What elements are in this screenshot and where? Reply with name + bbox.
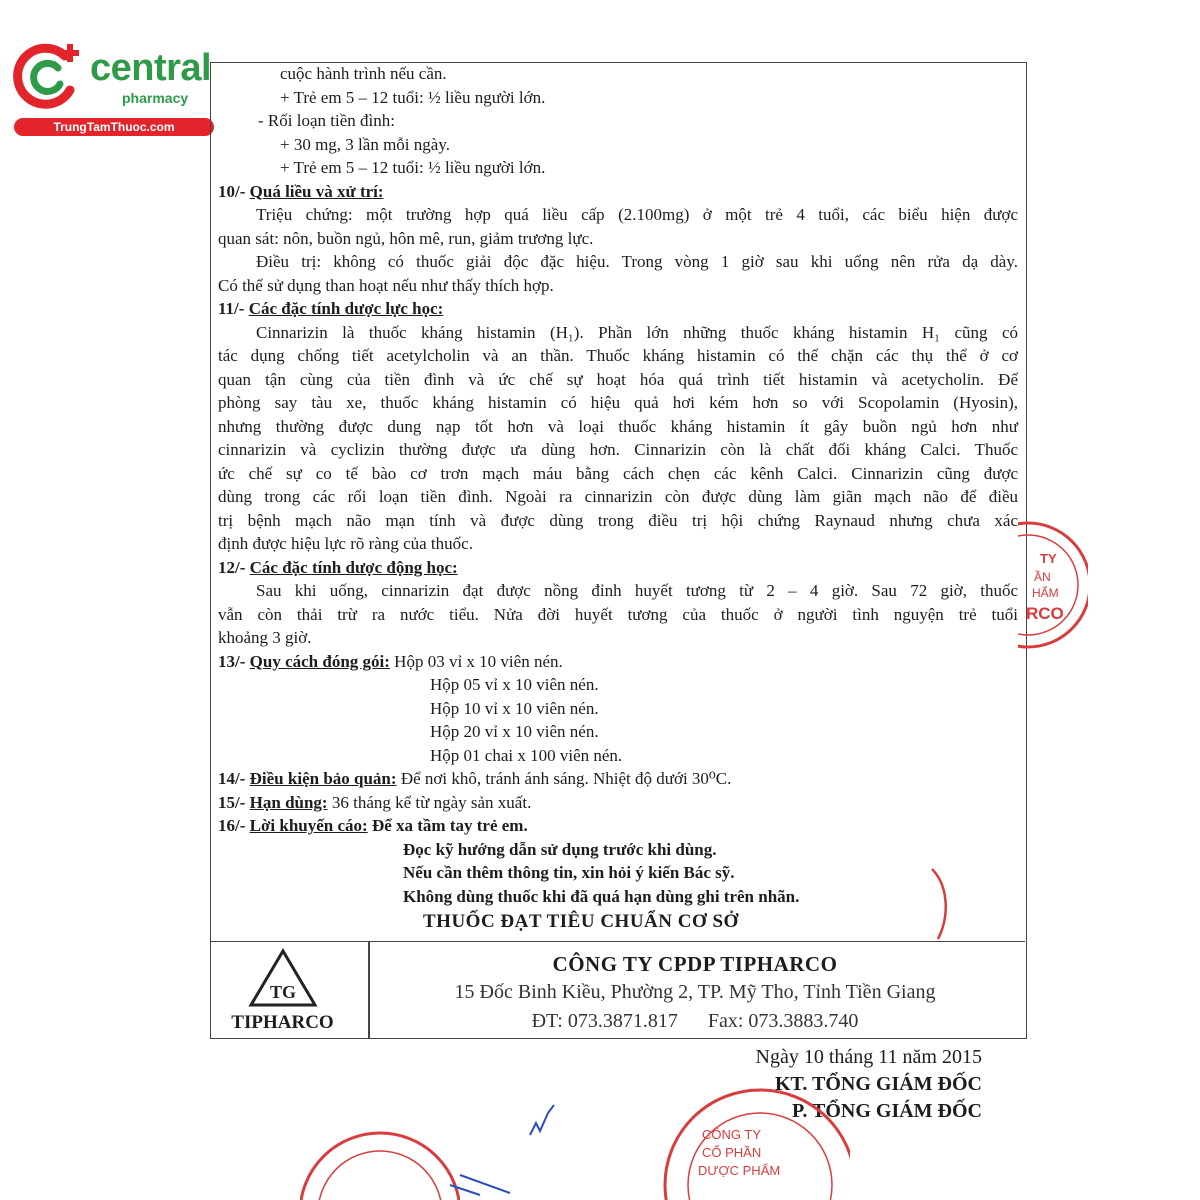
divider bbox=[368, 942, 370, 1038]
svg-text:DƯỢC PHẨM: DƯỢC PHẨM bbox=[698, 1163, 781, 1178]
central-pharmacy-logo bbox=[10, 38, 215, 138]
red-mark bbox=[920, 865, 960, 945]
text-line: Triệu chứng: một trường hợp quá liều cấp (2.100mg) ở một trẻ 4 tuổi, các biểu hiện được bbox=[256, 205, 1018, 224]
text-line: quan sát: nôn, buồn ngủ, hôn mê, run, giảm trương lực. bbox=[218, 228, 594, 248]
signature-scribble bbox=[440, 1095, 570, 1200]
tipharco-name: TIPHARCO bbox=[231, 1012, 334, 1033]
company-box bbox=[210, 941, 1025, 1038]
stamp-bottom bbox=[650, 1075, 850, 1200]
company-address: 15 Đốc Binh Kiều, Phường 2, TP. Mỹ Tho, Tỉnh Tiền Giang bbox=[454, 981, 936, 1003]
logo-brand: central bbox=[90, 47, 212, 89]
text-line: Hộp 10 vỉ x 10 viên nén. bbox=[430, 698, 599, 718]
text-line: + 30 mg, 3 lần mỗi ngày. bbox=[280, 134, 450, 154]
section-heading-12: 12/- Các đặc tính dược động học: bbox=[218, 557, 458, 577]
svg-text:RCO: RCO bbox=[1026, 604, 1064, 623]
text-line: nhưng thường được dung nạp tốt hơn và loại thuốc kháng histamin ít gây buồn ngủ hơn như bbox=[218, 416, 1018, 436]
text-line: trị bệnh mạch não mạn tính và được dùng trong điều trị hội chứng Raynaud nhưng chưa xác bbox=[218, 510, 1018, 530]
text-line: dùng trong các rối loạn tiền đình. Ngoài ra cinnarizin còn được dùng làm giãn mạch não để điều bbox=[218, 487, 1018, 506]
text-line: Nếu cần thêm thông tin, xin hỏi ý kiến Bác sỹ. bbox=[403, 863, 735, 882]
svg-text:HẨM: HẨM bbox=[1032, 586, 1059, 600]
text-line: Điều trị: không có thuốc giải độc đặc hiệu. Trong vòng 1 giờ sau khi uống nên rửa dạ dày. bbox=[256, 252, 1018, 271]
company-name: CÔNG TY CPDP TIPHARCO bbox=[552, 952, 838, 976]
text-line: ức chế sự co tế bào cơ trơn mạch máu bằng cách chẹn các kênh Calci. Cinnarizin cũng được bbox=[218, 463, 1018, 483]
svg-text:TY: TY bbox=[1040, 551, 1057, 566]
text-line: + Trẻ em 5 – 12 tuổi: ½ liều người lớn. bbox=[280, 158, 546, 177]
company-info bbox=[375, 950, 1015, 1035]
text-line: Đọc kỹ hướng dẫn sử dụng trước khi dùng. bbox=[403, 839, 717, 859]
text-line: tác dụng chống tiết acetylcholin và an thần. Thuốc kháng histamin có thể chặn các thụ thể ở cơ bbox=[218, 346, 1018, 365]
text-line: vẫn còn thải trừ ra nước tiểu. Nửa đời huyết tương của thuốc ở người tình nguyện trẻ tuổi bbox=[218, 604, 1018, 624]
signature-title-1: KT. TỔNG GIÁM ĐỐC bbox=[774, 1073, 982, 1095]
section-heading-10: 10/- Quá liều và xử trí: bbox=[218, 181, 384, 201]
text-line: + Trẻ em 5 – 12 tuổi: ½ liều người lớn. bbox=[280, 87, 546, 107]
section-13: 13/- Quy cách đóng gói: Hộp 03 vỉ x 10 viên nén. bbox=[218, 651, 563, 671]
svg-text:CỔ PHẦN: CỔ PHẦN bbox=[702, 1145, 762, 1160]
tipharco-logo-icon bbox=[248, 948, 318, 1008]
stamp-ministry bbox=[300, 1118, 460, 1200]
logo-ring-icon bbox=[10, 38, 90, 118]
section-15: 15/- Hạn dùng: 36 tháng kể từ ngày sản xuất. bbox=[218, 792, 532, 812]
text-line: Hộp 01 chai x 100 viên nén. bbox=[430, 745, 623, 765]
logo-site: TrungTamThuoc.com bbox=[14, 118, 214, 136]
signature-date: Ngày 10 tháng 11 năm 2015 bbox=[755, 1046, 982, 1068]
text-line: cuộc hành trình nếu cần. bbox=[280, 64, 447, 83]
document-content bbox=[218, 62, 1018, 934]
text-line: định được hiệu lực rõ ràng của thuốc. bbox=[218, 534, 473, 553]
section-16: 16/- Lời khuyến cáo: Để xa tầm tay trẻ em. bbox=[218, 816, 528, 835]
text-line: Hộp 20 vỉ x 10 viên nén. bbox=[430, 722, 599, 741]
text-line: Có thể sử dụng than hoạt nếu như thấy thích hợp. bbox=[218, 275, 554, 295]
text-line: phòng say tàu xe, thuốc kháng histamin có hiệu quả hơi kém hơn so với Scopolamin (Hyosin), bbox=[218, 393, 1018, 412]
company-contact: ĐT: 073.3871.817 Fax: 073.3883.740 bbox=[531, 1010, 859, 1032]
text-line: Không dùng thuốc khi đã quá hạn dùng ghi trên nhãn. bbox=[403, 886, 800, 906]
section-heading-11: 11/- Các đặc tính dược lực học: bbox=[218, 299, 444, 318]
logo-sub: pharmacy bbox=[122, 90, 189, 106]
text-line: Sau khi uống, cinnarizin đạt được nồng đỉnh huyết tương từ 2 – 4 giờ. Sau 72 giờ, thuốc bbox=[256, 581, 1018, 600]
tipharco-mark: TG bbox=[269, 982, 297, 1002]
signature-title-2: P. TỔNG GIÁM ĐỐC bbox=[791, 1100, 982, 1122]
svg-text:ẦN: ẦN bbox=[1034, 570, 1051, 584]
text-line: Cinnarizin là thuốc kháng histamin (H₁). Phần lớn những thuốc kháng histamin H₁ cũng có bbox=[256, 322, 1018, 342]
text-line: khoảng 3 giờ. bbox=[218, 628, 312, 647]
text-line: - Rối loạn tiền đình: bbox=[258, 111, 395, 130]
standard-label: THUỐC ĐẠT TIÊU CHUẨN CƠ SỞ bbox=[423, 911, 739, 932]
section-14: 14/- Điều kiện bảo quản: Để nơi khô, tránh ánh sáng. Nhiệt độ dưới 30⁰C. bbox=[218, 769, 732, 788]
text-line: cinnarizin và cyclizin thường được ưa dùng hơn. Cinnarizin còn là chất đối kháng Calci. Thuốc bbox=[218, 440, 1018, 459]
svg-text:CÔNG TY: CÔNG TY bbox=[702, 1127, 761, 1142]
text-line: Hộp 05 vỉ x 10 viên nén. bbox=[430, 675, 599, 694]
stamp-right bbox=[1018, 495, 1088, 675]
text-line: quan tận cùng của tiền đình và ức chế sự hoạt hóa quá trình tiết histamin và acetycholin. Để bbox=[218, 369, 1018, 389]
